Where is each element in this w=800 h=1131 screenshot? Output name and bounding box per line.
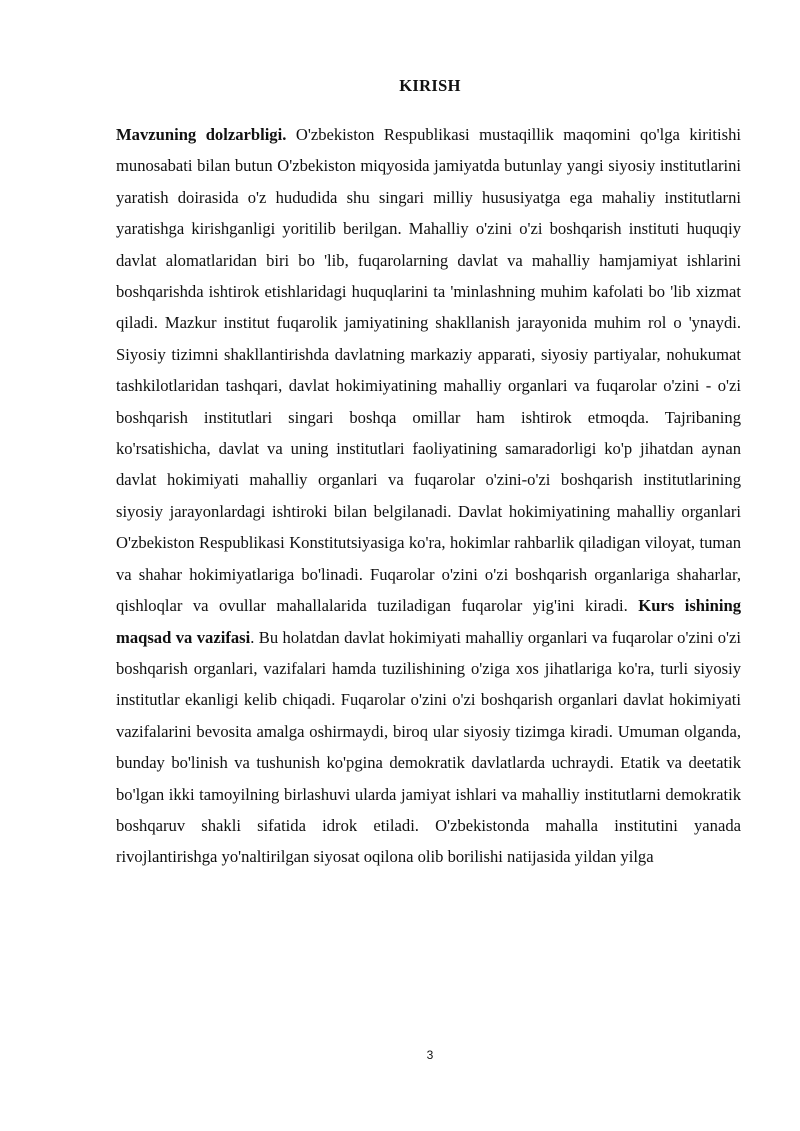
topic-relevance-label: Mavzuning dolzarbligi. <box>116 125 287 144</box>
section-heading: KIRISH <box>399 76 461 95</box>
course-goal-label: Kurs ishining maqsad va vazifasi <box>116 596 741 647</box>
page-number: 3 <box>426 1048 434 1062</box>
paragraph-text-part-2: . Bu holatdan davlat hokimiyati mahalliy organlari va fuqarolar o'zini o'zi boshqarish organlari, vazifalari hamda tuzilishining o'ziga xos jihatlariga ko'ra, turli siyosiy institutlar ekanligi kelib chiqadi. Fuqarolar o'zini o'zi boshqarish organlari davlat hokimiyati vazifalarini bevosita amalga oshirmaydi, biroq ular siyosiy tizimga kiradi. Umuman olganda, bunday bo'linish va tushunish ko'pgina demokratik davlatlarda uchraydi. Etatik va deetatik bo'lgan ikki tamoyilning birlashuvi ularda jamiyat ishlari va mahalliy institutlarni demokratik boshqaruv shakli sifatida idrok etiladi. O'zbekistonda mahalla institutini yanada rivojlantirishga yo'naltirilgan siyosat oqilona olib borilishi natijasida yildan yilga <box>116 627 742 867</box>
paragraph-text-part-1: O'zbekiston Respublikasi mustaqillik maqomini qo'lga kiritishi munosabati bilan butun O'zbekiston miqyosida jamiyatda butunlay yangi siyosiy institutlarini yaratish doirasida o'z hududida shu singari milliy hususiyatga ega mahaliy institutlarni yaratishga kirishganligi yoritilib berilgan. Mahalliy o'zini o'zi boshqarish instituti huquqiy davlat alomatlaridan biri bo 'lib, fuqarolarning davlat va mahalliy hamjamiyat ishlarini boshqarishda ishtirok etishlaridagi huquqlarini ta 'minlashning muhim kafolati bo 'lib xizmat qiladi. Mazkur institut fuqarolik jamiyatining shakllanish jarayonida muhim rol o 'ynaydi. Siyosiy tizimni shakllantirishda davlatning markaziy apparati, siyosiy partiyalar, nohukumat tashkilotlaridan tashqari, davlat hokimiyatining mahalliy organlari va fuqarolar o'zini - o'zi boshqarish institutlari singari boshqa omillar ham ishtirok etmoqda. Tajribaning ko'rsatishicha, davlat va uning institutlari faoliyatining samaradorligi ko'p jihatdan aynan davlat hokimiyati mahalliy organlari va fuqarolar o'zini-o'zi boshqarish institutlarining siyosiy jarayonlardagi ishtiroki bilan belgilanadi. Davlat hokimiyatining mahalliy organlari O'zbekiston Respublikasi Konstitutsiyasiga ko'ra, hokimlar rahbarlik qiladigan viloyat, tuman va shahar hokimiyatlariga bo'linadi. Fuqarolar o'zini o'zi boshqarish organlariga shaharlar, qishloqlar va ovullar mahallalarida tuziladigan fuqarolar yig'ini kiradi. <box>116 125 742 616</box>
body-paragraph <box>116 119 741 873</box>
